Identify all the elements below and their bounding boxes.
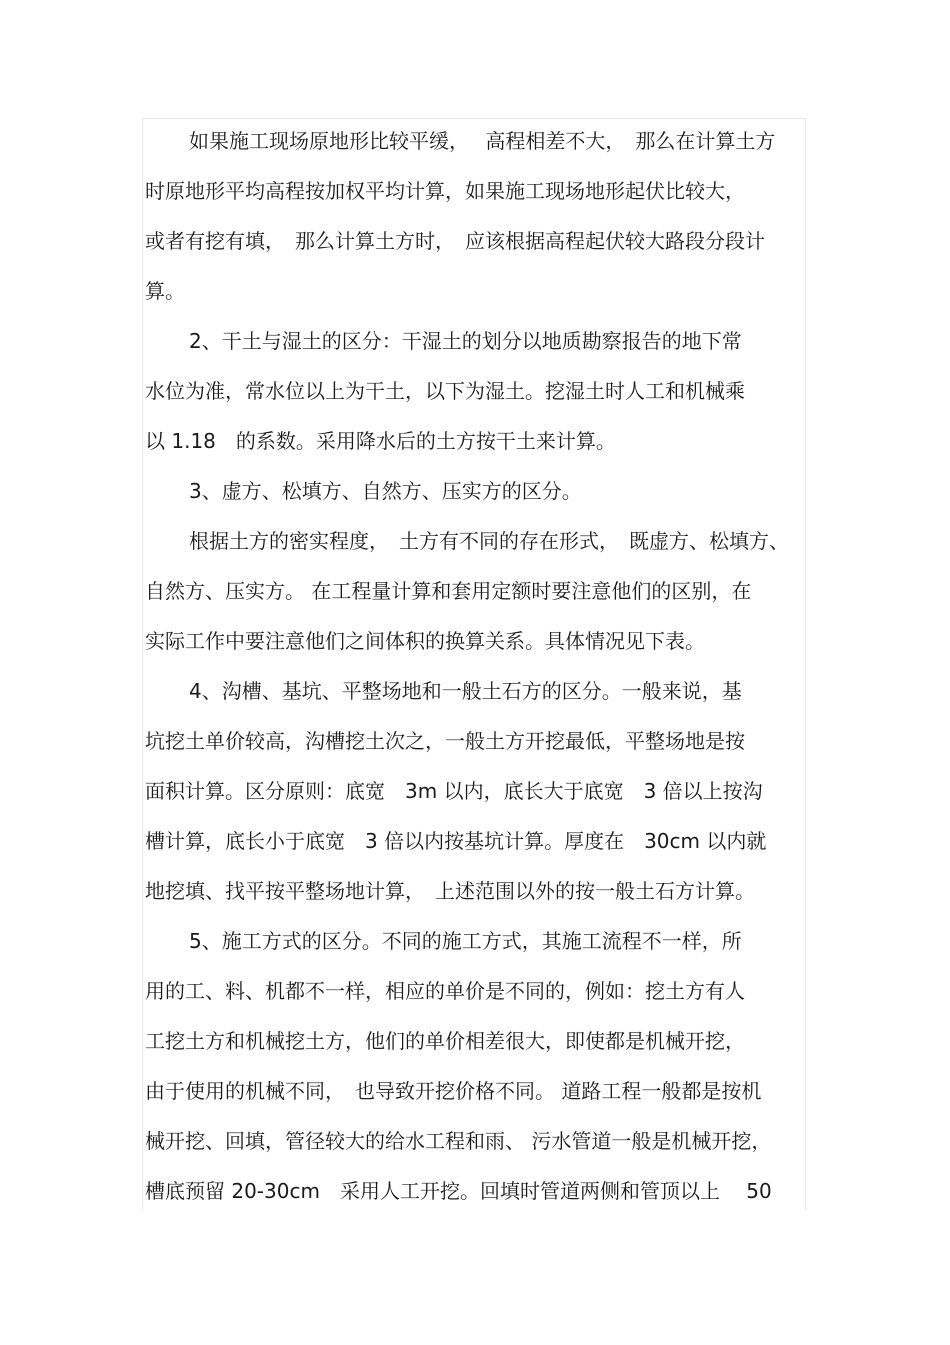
text-line: 算。 — [145, 279, 185, 303]
text-line: 3、虚方、松填方、自然方、压实方的区分。 — [189, 479, 582, 503]
text-line: 自然方、压实方。 在工程量计算和套用定额时要注意他们的区别，在 — [145, 579, 752, 603]
text-line: 如果施工现场原地形比较平缓， 高程相差不大， 那么在计算土方 — [189, 129, 776, 153]
text-line: 以 1.18 的系数。采用降水后的土方按干土来计算。 — [145, 429, 616, 453]
text-line: 由于使用的机械不同， 也导致开挖价格不同。 道路工程一般都是按机 — [145, 1079, 762, 1103]
text-line: 面积计算。区分原则：底宽 3m 以内，底长大于底宽 3 倍以上按沟 — [145, 779, 763, 803]
text-line: 地挖填、找平按平整场地计算， 上述范围以外的按一般土石方计算。 — [145, 879, 755, 903]
text-line: 时原地形平均高程按加权平均计算，如果施工现场地形起伏比较大， — [145, 179, 745, 203]
text-line: 械开挖、回填，管径较大的给水工程和雨、 污水管道一般是机械开挖， — [145, 1129, 772, 1153]
text-line: 5、施工方式的区分。不同的施工方式，其施工流程不一样，所 — [189, 929, 742, 953]
text-line: 或者有挖有填， 那么计算土方时， 应该根据高程起伏较大路段分段计 — [145, 229, 765, 253]
text-line: 用的工、料、机都不一样，相应的单价是不同的，例如：挖土方有人 — [145, 979, 745, 1003]
text-line: 根据土方的密实程度， 土方有不同的存在形式， 既虚方、松填方、 — [189, 529, 789, 553]
text-line: 实际工作中要注意他们之间体积的换算关系。具体情况见下表。 — [145, 629, 705, 653]
text-line: 2、干土与湿土的区分：干湿土的划分以地质勘察报告的地下常 — [189, 329, 742, 353]
text-line: 坑挖土单价较高，沟槽挖土次之，一般土方开挖最低，平整场地是按 — [145, 729, 745, 753]
text-line: 水位为准，常水位以上为干土，以下为湿土。挖湿土时人工和机械乘 — [145, 379, 745, 403]
text-line: 槽底预留 20-30cm 采用人工开挖。回填时管道两侧和管顶以上 50 — [145, 1179, 772, 1203]
text-line: 槽计算，底长小于底宽 3 倍以内按基坑计算。厚度在 30cm 以内就 — [145, 829, 767, 853]
text-line: 4、沟槽、基坑、平整场地和一般土石方的区分。一般来说，基 — [189, 679, 742, 703]
text-line: 工挖土方和机械挖土方，他们的单价相差很大，即使都是机械开挖， — [145, 1029, 745, 1053]
